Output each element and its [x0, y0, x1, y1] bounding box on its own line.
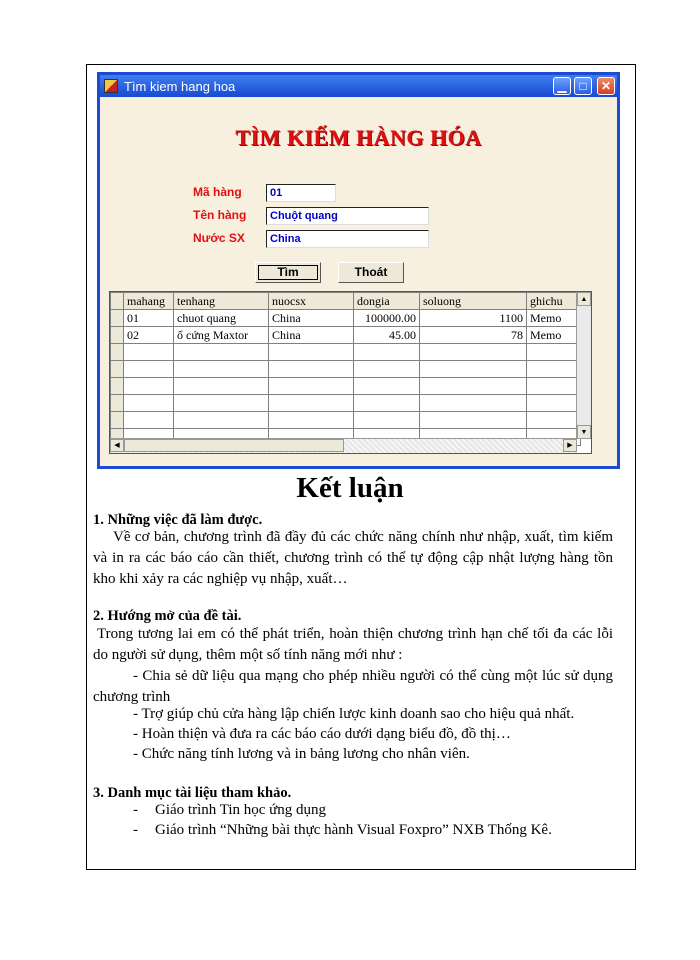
- close-icon[interactable]: ✕: [597, 77, 615, 95]
- app-icon: [104, 79, 118, 93]
- empty-row[interactable]: [111, 412, 581, 429]
- results-grid[interactable]: [109, 291, 592, 454]
- section-2-intro: Trong tương lai em có thể phát triển, hoàn thiện chương trình hạn chế tối đa các lỗi do người sử dụng, thêm một số tính năng mới như :: [93, 626, 613, 663]
- label-ten-hang: Tên hàng: [193, 208, 247, 222]
- section-2-item: - Chia sẻ dữ liệu qua mạng cho phép nhiều người có thể cùng một lúc sử dụng chương trình: [93, 668, 613, 705]
- col-header-mahang[interactable]: mahang: [124, 293, 174, 310]
- document-title: Kết luận: [296, 472, 404, 504]
- col-header-ghichu[interactable]: ghichu: [527, 293, 581, 310]
- table-row[interactable]: [111, 310, 581, 327]
- cell-nuocsx[interactable]: China: [269, 310, 354, 327]
- section-2-item: - Chức năng tính lương và in bảng lương cho nhân viên.: [133, 746, 470, 762]
- window-title: Tìm kiem hang hoa: [124, 79, 236, 94]
- form-heading: TÌM KIẾM HÀNG HÓA: [235, 125, 482, 150]
- cell-tenhang[interactable]: chuot quang: [174, 310, 269, 327]
- scroll-thumb[interactable]: [124, 439, 344, 452]
- empty-row[interactable]: [111, 361, 581, 378]
- search-button[interactable]: Tìm: [255, 262, 321, 283]
- ten-hang-input[interactable]: Chuột quang: [266, 207, 429, 225]
- cell-dongia[interactable]: 45.00: [354, 327, 420, 344]
- cell-mahang[interactable]: 02: [124, 327, 174, 344]
- row-selector[interactable]: [111, 327, 124, 344]
- maximize-icon[interactable]: □: [574, 77, 592, 95]
- cell-tenhang[interactable]: ổ cứng Maxtor: [174, 327, 269, 344]
- section-2-heading: 2. Hướng mở của đề tài.: [93, 608, 242, 624]
- results-table: [110, 292, 581, 446]
- scroll-right-icon[interactable]: ▶: [563, 439, 577, 452]
- empty-row[interactable]: [111, 395, 581, 412]
- cell-ghichu[interactable]: Memo: [527, 310, 581, 327]
- minimize-icon[interactable]: ▁: [553, 77, 571, 95]
- col-header-soluong[interactable]: soluong: [420, 293, 527, 310]
- section-1-text: Về cơ bản, chương trình đã đầy đủ các chức năng chính như nhập, xuất, tìm kiếm và in ra các báo cáo cần thiết, chương trình có thể tự động cập nhật lượng hàng tồn kho khi xảy ra các nghiệp vụ nhập, xuất…: [93, 529, 613, 587]
- reference-bullet: -: [133, 822, 138, 838]
- scroll-left-icon[interactable]: ◀: [110, 439, 124, 452]
- ma-hang-input[interactable]: 01: [266, 184, 336, 202]
- section-2-item: - Hoàn thiện và đưa ra các báo cáo dưới dạng biểu đồ, đồ thị…: [133, 726, 511, 742]
- reference-bullet: -: [133, 802, 138, 818]
- vertical-scrollbar[interactable]: [576, 292, 591, 439]
- col-header-dongia[interactable]: dongia: [354, 293, 420, 310]
- section-3-heading: 3. Danh mục tài liệu tham khảo.: [93, 785, 292, 801]
- cell-nuocsx[interactable]: China: [269, 327, 354, 344]
- label-ma-hang: Mã hàng: [193, 185, 242, 199]
- label-nuoc-sx: Nước SX: [193, 231, 245, 245]
- window-client-area: [100, 97, 617, 466]
- section-2-item: - Trợ giúp chủ cửa hàng lập chiến lược kinh doanh sao cho hiệu quả nhất.: [133, 706, 575, 722]
- exit-button[interactable]: Thoát: [338, 262, 404, 283]
- reference-item: Giáo trình “Những bài thực hành Visual Foxpro” NXB Thống Kê.: [155, 822, 552, 838]
- cell-ghichu[interactable]: Memo: [527, 327, 581, 344]
- section-1-heading: 1. Những việc đã làm được.: [93, 512, 263, 528]
- cell-dongia[interactable]: 100000.00: [354, 310, 420, 327]
- window-titlebar[interactable]: [100, 75, 617, 97]
- row-selector[interactable]: [111, 310, 124, 327]
- grid-header-row: [111, 293, 581, 310]
- cell-soluong[interactable]: 1100: [420, 310, 527, 327]
- empty-row[interactable]: [111, 344, 581, 361]
- empty-row[interactable]: [111, 378, 581, 395]
- search-window: [97, 72, 620, 469]
- table-row[interactable]: [111, 327, 581, 344]
- col-header-tenhang[interactable]: tenhang: [174, 293, 269, 310]
- horizontal-scrollbar[interactable]: [110, 438, 577, 453]
- scroll-down-icon[interactable]: ▼: [577, 425, 591, 439]
- scroll-up-icon[interactable]: ▲: [577, 292, 591, 306]
- reference-item: Giáo trình Tin học ứng dụng: [155, 802, 327, 818]
- cell-mahang[interactable]: 01: [124, 310, 174, 327]
- nuoc-sx-input[interactable]: China: [266, 230, 429, 248]
- row-selector-header: [111, 293, 124, 310]
- col-header-nuocsx[interactable]: nuocsx: [269, 293, 354, 310]
- cell-soluong[interactable]: 78: [420, 327, 527, 344]
